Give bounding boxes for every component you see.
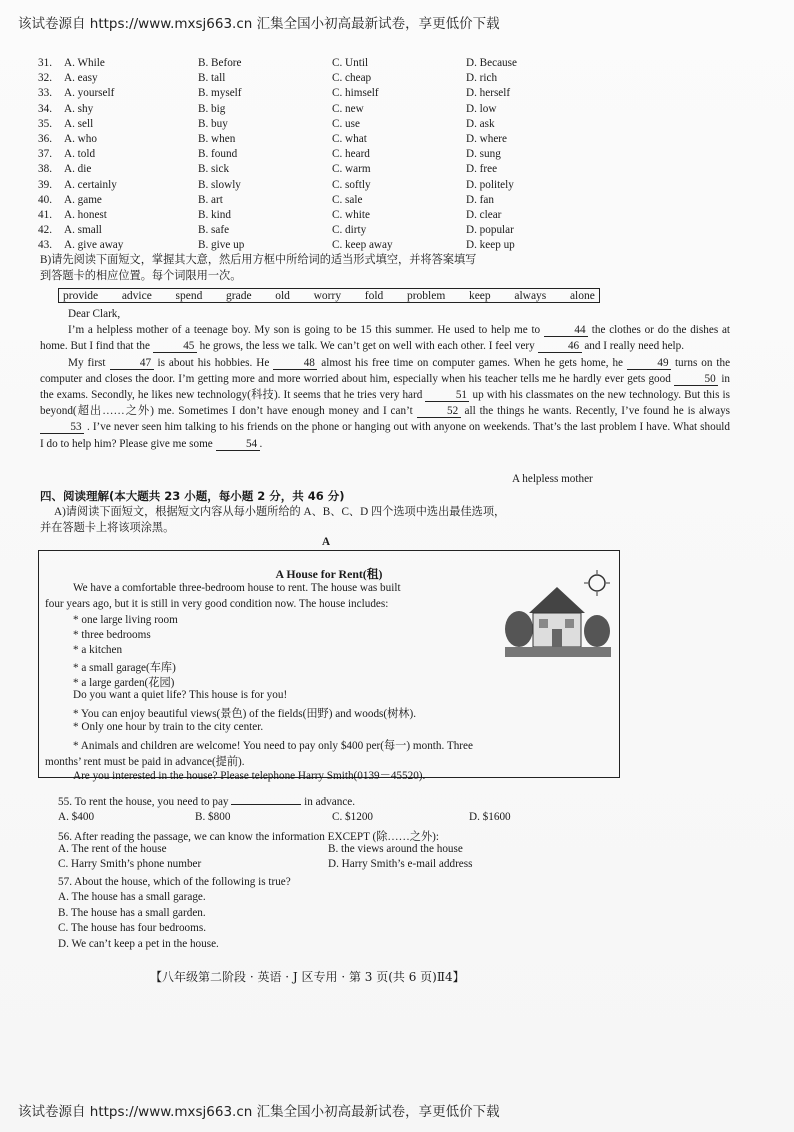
question-number: 36.: [38, 133, 52, 145]
blank-53: 53: [40, 421, 84, 434]
option-a: A. who: [64, 133, 97, 145]
question-number: 41.: [38, 209, 52, 221]
option-b: B. found: [198, 148, 238, 161]
blank-48: 48: [273, 357, 317, 370]
question-number: 39.: [38, 178, 52, 191]
ad-intro-line: four years ago, but it is still in very good condition now. The house includes:: [45, 598, 389, 610]
option-a: A. give away: [64, 239, 124, 252]
text-run: up with his classmates on the new technology. But this is beyond(超出……之外) me. Sometimes I don’t have enough money and I can’t: [40, 389, 731, 418]
option-c: C. softly: [332, 178, 371, 191]
option-c: C. what: [332, 133, 367, 145]
answer-option: A. The house has a small garage.: [58, 891, 206, 903]
option-b: B. when: [198, 133, 236, 145]
option-d: D. popular: [466, 224, 514, 237]
word-bank-item: spend: [175, 290, 203, 302]
ad-months-line: months’ rent must be paid in advance(提前).: [45, 756, 245, 768]
word-bank-item: keep: [468, 290, 491, 302]
section-4-title: 四、阅读理解(本大题共 23 小题，每小题 2 分，共 46 分): [40, 489, 345, 503]
word-bank-item: problem: [406, 290, 446, 302]
text-run: is about his hobbies. He: [157, 356, 270, 369]
option-d: D. herself: [466, 87, 511, 100]
instruction-line: 到答题卡的相应位置。每个词限用一次。: [40, 270, 242, 282]
word-bank-box: [58, 288, 600, 303]
word-bank-item: old: [275, 290, 290, 302]
letter-paragraph-1: [40, 322, 730, 354]
question-text: 55. To rent the house, you need to pay: [58, 796, 229, 808]
answer-blank: [231, 804, 301, 805]
instruction-line: B)请先阅读下面短文，掌握其大意，然后用方框中所给词的适当形式填空，并将答案填写: [40, 254, 477, 266]
question-number: 38.: [38, 163, 52, 176]
letter-signature: A helpless mother: [512, 473, 593, 485]
option-c: C. sale: [332, 193, 363, 206]
option-c: C. himself: [332, 87, 379, 100]
text-run: My first: [68, 356, 106, 369]
ad-item: * a small garage(车库): [73, 662, 176, 674]
section-b-instruction: [40, 252, 740, 284]
question-number: 43.: [38, 239, 52, 252]
option-c: C. keep away: [332, 239, 393, 252]
answer-option: B. the views around the house: [328, 843, 463, 855]
answer-option: A. The rent of the house: [58, 843, 167, 855]
letter-paragraph-2: [40, 355, 730, 452]
question-number: 37.: [38, 148, 52, 161]
option-c: C. white: [332, 209, 370, 221]
question-56: 56. After reading the passage, we can know the information EXCEPT (除……之外):: [58, 831, 440, 843]
option-a: A. die: [64, 163, 92, 176]
question-number: 35.: [38, 117, 52, 130]
answer-option: D. $1600: [469, 811, 511, 823]
page-footer: 【八年级第二阶段 · 英语 · J 区专用 · 第 3 页(共 6 页)Ⅱ4】: [150, 970, 465, 984]
option-a: A. yourself: [64, 87, 115, 100]
word-bank-item: advice: [121, 290, 152, 302]
blank-45: 45: [153, 340, 197, 353]
house-illustration: [505, 569, 611, 657]
text-run: in the exams. Secondly, he likes new technology(科技). It seems that he tries very hard: [40, 372, 731, 402]
option-c: C. heard: [332, 148, 370, 161]
blank-54: 54: [216, 438, 260, 451]
answer-option: C. Harry Smith’s phone number: [58, 858, 202, 870]
option-b: B. Before: [198, 57, 242, 69]
answer-option: B. $800: [195, 811, 231, 823]
option-c: C. dirty: [332, 224, 367, 237]
blank-46: 46: [538, 340, 582, 353]
option-d: D. politely: [466, 178, 514, 191]
option-d: D. rich: [466, 72, 498, 85]
option-b: B. slowly: [198, 178, 241, 191]
text-run: almost his free time on computer games. When he gets home, he: [321, 356, 624, 369]
text-run: I’m a helpless mother of a teenage boy. My son is going to be 15 this summer. He used to help me to: [68, 324, 541, 337]
text-run: and I really need help.: [584, 340, 685, 353]
option-c: C. cheap: [332, 72, 372, 85]
option-d: D. fan: [466, 193, 494, 206]
blank-44: 44: [544, 324, 588, 337]
text-run: turns on the computer and closes the door. I’m getting more and more worried about him, especially when his teacher tells me he hardly ever gets good: [40, 356, 731, 385]
answer-option: A. $400: [58, 811, 95, 823]
ad-feature: * You can enjoy beautiful views(景色) of the fields(田野) and woods(树林).: [73, 708, 417, 720]
option-a: A. game: [64, 193, 102, 206]
option-d: D. ask: [466, 117, 495, 130]
source-banner-bottom: 该试卷源自 https://www.mxsj663.cn 汇集全国小初高最新试卷，享更低价下载: [18, 1104, 500, 1120]
letter-greeting: Dear Clark,: [68, 308, 121, 320]
option-b: B. big: [198, 102, 226, 115]
text-run: he grows, the less we talk. We can’t get on well with each other. I feel very: [199, 340, 535, 353]
option-d: D. sung: [466, 148, 501, 161]
option-a: A. sell: [64, 117, 94, 130]
question-number: 34.: [38, 102, 52, 115]
ad-item: * a kitchen: [73, 644, 123, 656]
ad-item: * one large living room: [73, 614, 178, 626]
ad-feature: * Animals and children are welcome! You need to pay only $400 per(每一) month. Three: [73, 740, 473, 752]
answer-option: B. The house has a small garden.: [58, 906, 206, 919]
option-d: D. clear: [466, 209, 502, 221]
option-c: C. Until: [332, 57, 369, 69]
blank-49: 49: [627, 357, 671, 370]
word-bank-item: alone: [569, 290, 595, 302]
question-57: 57. About the house, which of the following is true?: [58, 876, 291, 888]
option-a: A. shy: [64, 102, 94, 115]
question-55: [58, 796, 355, 808]
option-b: B. kind: [198, 209, 231, 221]
instruction-line: 并在答题卡上将该项涂黑。: [40, 522, 175, 534]
option-d: D. low: [466, 102, 497, 115]
option-a: A. told: [64, 148, 96, 161]
instruction-line: A)请阅读下面短文，根据短文内容从每小题所给的 A、B、C、D 四个选项中选出最佳选项，: [54, 506, 506, 518]
ad-title: A House for Rent(租): [275, 567, 383, 581]
blank-47: 47: [110, 357, 154, 370]
passage-letter: A: [322, 536, 331, 548]
question-number: 40.: [38, 193, 52, 206]
answer-option: C. $1200: [332, 811, 374, 823]
blank-52: 52: [417, 405, 461, 418]
ad-item: * three bedrooms: [73, 629, 151, 641]
text-run: . I’ve never seen him talking to his friends on the phone or hanging out with anyone on weekends. That’s the last problem I have. What should I do to help him? Please give me some: [40, 421, 730, 450]
option-b: B. myself: [198, 87, 242, 100]
text-run: the clothes or do the dishes at home. But I find that the: [40, 324, 731, 353]
question-number: 31.: [38, 57, 52, 69]
word-bank-item: provide: [63, 290, 99, 302]
option-b: B. buy: [198, 117, 228, 130]
option-a: A. small: [64, 224, 102, 237]
option-a: A. While: [64, 57, 105, 69]
source-banner-top: 该试卷源自 https://www.mxsj663.cn 汇集全国小初高最新试卷，享更低价下载: [18, 16, 500, 32]
ad-intro-line: We have a comfortable three-bedroom house to rent. The house was built: [73, 582, 401, 594]
option-b: B. give up: [198, 239, 245, 252]
blank-50: 50: [674, 373, 718, 386]
text-run: all the things he wants. Recently, I’ve found he is always: [464, 405, 731, 418]
question-number: 42.: [38, 224, 52, 237]
ad-item: * a large garden(花园): [73, 677, 175, 689]
option-a: A. certainly: [64, 178, 117, 191]
section-4-instruction: [40, 504, 740, 536]
answer-option: D. We can’t keep a pet in the house.: [58, 937, 219, 950]
option-d: D. free: [466, 163, 498, 176]
letter-passage: [40, 306, 730, 452]
option-c: C. use: [332, 117, 360, 130]
ad-feature: * Only one hour by train to the city center.: [73, 721, 264, 733]
question-text: in advance.: [304, 796, 356, 808]
option-c: C. warm: [332, 163, 371, 176]
option-b: B. art: [198, 193, 223, 206]
word-bank-item: worry: [313, 290, 342, 302]
text-run: .: [259, 437, 263, 450]
blank-51: 51: [425, 389, 469, 402]
option-c: C. new: [332, 102, 364, 115]
ad-quiet-line: Do you want a quiet life? This house is for you!: [73, 689, 288, 701]
option-d: D. keep up: [466, 239, 515, 252]
option-a: A. easy: [64, 72, 98, 85]
ad-contact-line: Are you interested in the house? Please telephone Harry Smith(0139－45520).: [73, 770, 426, 782]
word-bank-item: fold: [364, 290, 384, 302]
house-ad-box: [38, 550, 620, 782]
option-d: D. where: [466, 133, 508, 145]
option-b: B. sick: [198, 163, 230, 176]
answer-option: D. Harry Smith’s e-mail address: [328, 858, 473, 870]
option-d: D. Because: [466, 57, 517, 69]
answer-option: C. The house has four bedrooms.: [58, 922, 207, 934]
option-a: A. honest: [64, 209, 107, 221]
question-number: 32.: [38, 72, 52, 85]
question-number: 33.: [38, 87, 52, 100]
word-bank-item: always: [514, 290, 547, 302]
option-b: B. tall: [198, 72, 226, 85]
word-bank-item: grade: [226, 290, 252, 302]
option-b: B. safe: [198, 224, 230, 237]
